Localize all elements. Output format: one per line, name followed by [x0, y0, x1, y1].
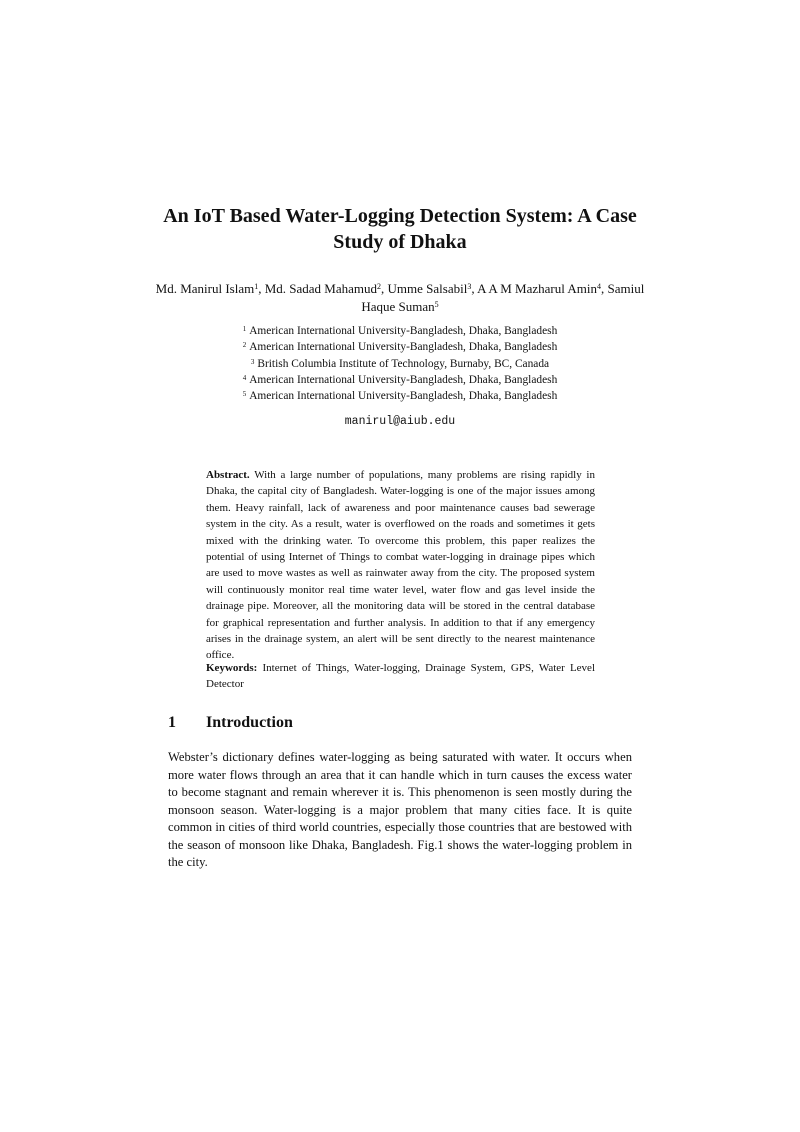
abstract-text: With a large number of populations, many problems are rising rapidly in Dhaka, the capital city of Bangladesh. Water-logging is one of the major issues among them. Heavy rainfall, lack of awareness and poor maintenance causes bad sewerage system in the city. As a result, water is overflowed on the roads and sometimes it gets mixed with the drinking water. To overcome this problem, this paper realizes the potential of using Internet of Things to combat water-logging in drainage pipes which are used to move wastes as well as rainwater away from the city. The proposed system will continuously monitor real time water level, water flow and gas level inside the drainage pipe. Moreover, all the monitoring data will be stored in the central database for graphical representation and further analysis. In addition to that if any emergency arises in the drainage system, an alert will be sent directly to the nearest maintenance office. [206, 469, 595, 662]
section-heading [168, 714, 293, 732]
abstract-label: Abstract. [206, 469, 250, 481]
affiliation-text: American International University-Bangladesh, Dhaka, Bangladesh [249, 341, 558, 354]
author-name: Umme Salsabil [387, 281, 468, 296]
paper-title: An IoT Based Water-Logging Detection System: A Case Study of Dhaka [163, 205, 637, 253]
author-list: Md. Manirul Islam$^1$, Md. Sadad Mahamud$^2$, Umme Salsabil$^3$, A A M Mazharul Amin$^4$, Samiul Haque Suman$^5$ [155, 281, 645, 314]
author-affiliation-mark: 3 [467, 282, 472, 291]
affiliation-line [150, 372, 650, 388]
affiliation-mark: 1 [242, 325, 247, 333]
section-title: Introduction [206, 714, 293, 731]
section-number: 1 [168, 714, 176, 731]
affiliation-mark: 5 [242, 390, 247, 399]
affiliation-line [150, 323, 650, 339]
keywords-label: Keywords: [206, 662, 258, 674]
author-affiliation-mark: 5 [434, 300, 439, 309]
introduction-paragraph: Webster’s dictionary defines water-logging as being saturated with water. It occurs when more water flows through an area that it can handle which in turn causes the excess water to become stagnant and remain wherever it is. This phenomenon is seen mostly during the monsoon season. Water-logging is a major problem that many cities face. It is quite common in cities of third world countries, especially those countries that are bestowed with the season of monsoon like Dhaka, Bangladesh. Fig.1 shows the water-logging problem in the city. [168, 750, 632, 869]
affiliation-text: American International University-Bangladesh, Dhaka, Bangladesh [249, 373, 558, 386]
affiliation-line [150, 388, 650, 404]
author-name: Samiul Haque Suman [361, 281, 645, 314]
affiliation-text: American International University-Bangladesh, Dhaka, Bangladesh [249, 390, 558, 403]
affiliation-mark: 3 [250, 357, 255, 366]
author-name: Md. Manirul Islam [155, 281, 255, 296]
affiliation-mark: 2 [242, 341, 247, 350]
affiliation-text: American International University-Bangladesh, Dhaka, Bangladesh [249, 325, 558, 337]
author-email: manirul@aiub.edu [344, 415, 456, 428]
affiliation-text: British Columbia Institute of Technology, Burnaby, BC, Canada [257, 357, 550, 370]
affiliation-line [150, 339, 650, 355]
keywords [206, 660, 595, 693]
author-affiliation-mark: 2 [377, 282, 382, 291]
affiliation-mark: 4 [242, 373, 247, 382]
author-name: A A M Mazharul Amin [477, 281, 597, 296]
abstract [206, 467, 595, 664]
affiliation-list [150, 323, 650, 404]
keywords-text: Internet of Things, Water-logging, Drainage System, GPS, Water Level Detector [206, 662, 595, 691]
affiliation-line [150, 356, 650, 372]
author-affiliation-mark: 1 [254, 282, 259, 291]
author-affiliation-mark: 4 [597, 282, 601, 291]
author-name: Md. Sadad Mahamud [264, 281, 378, 296]
